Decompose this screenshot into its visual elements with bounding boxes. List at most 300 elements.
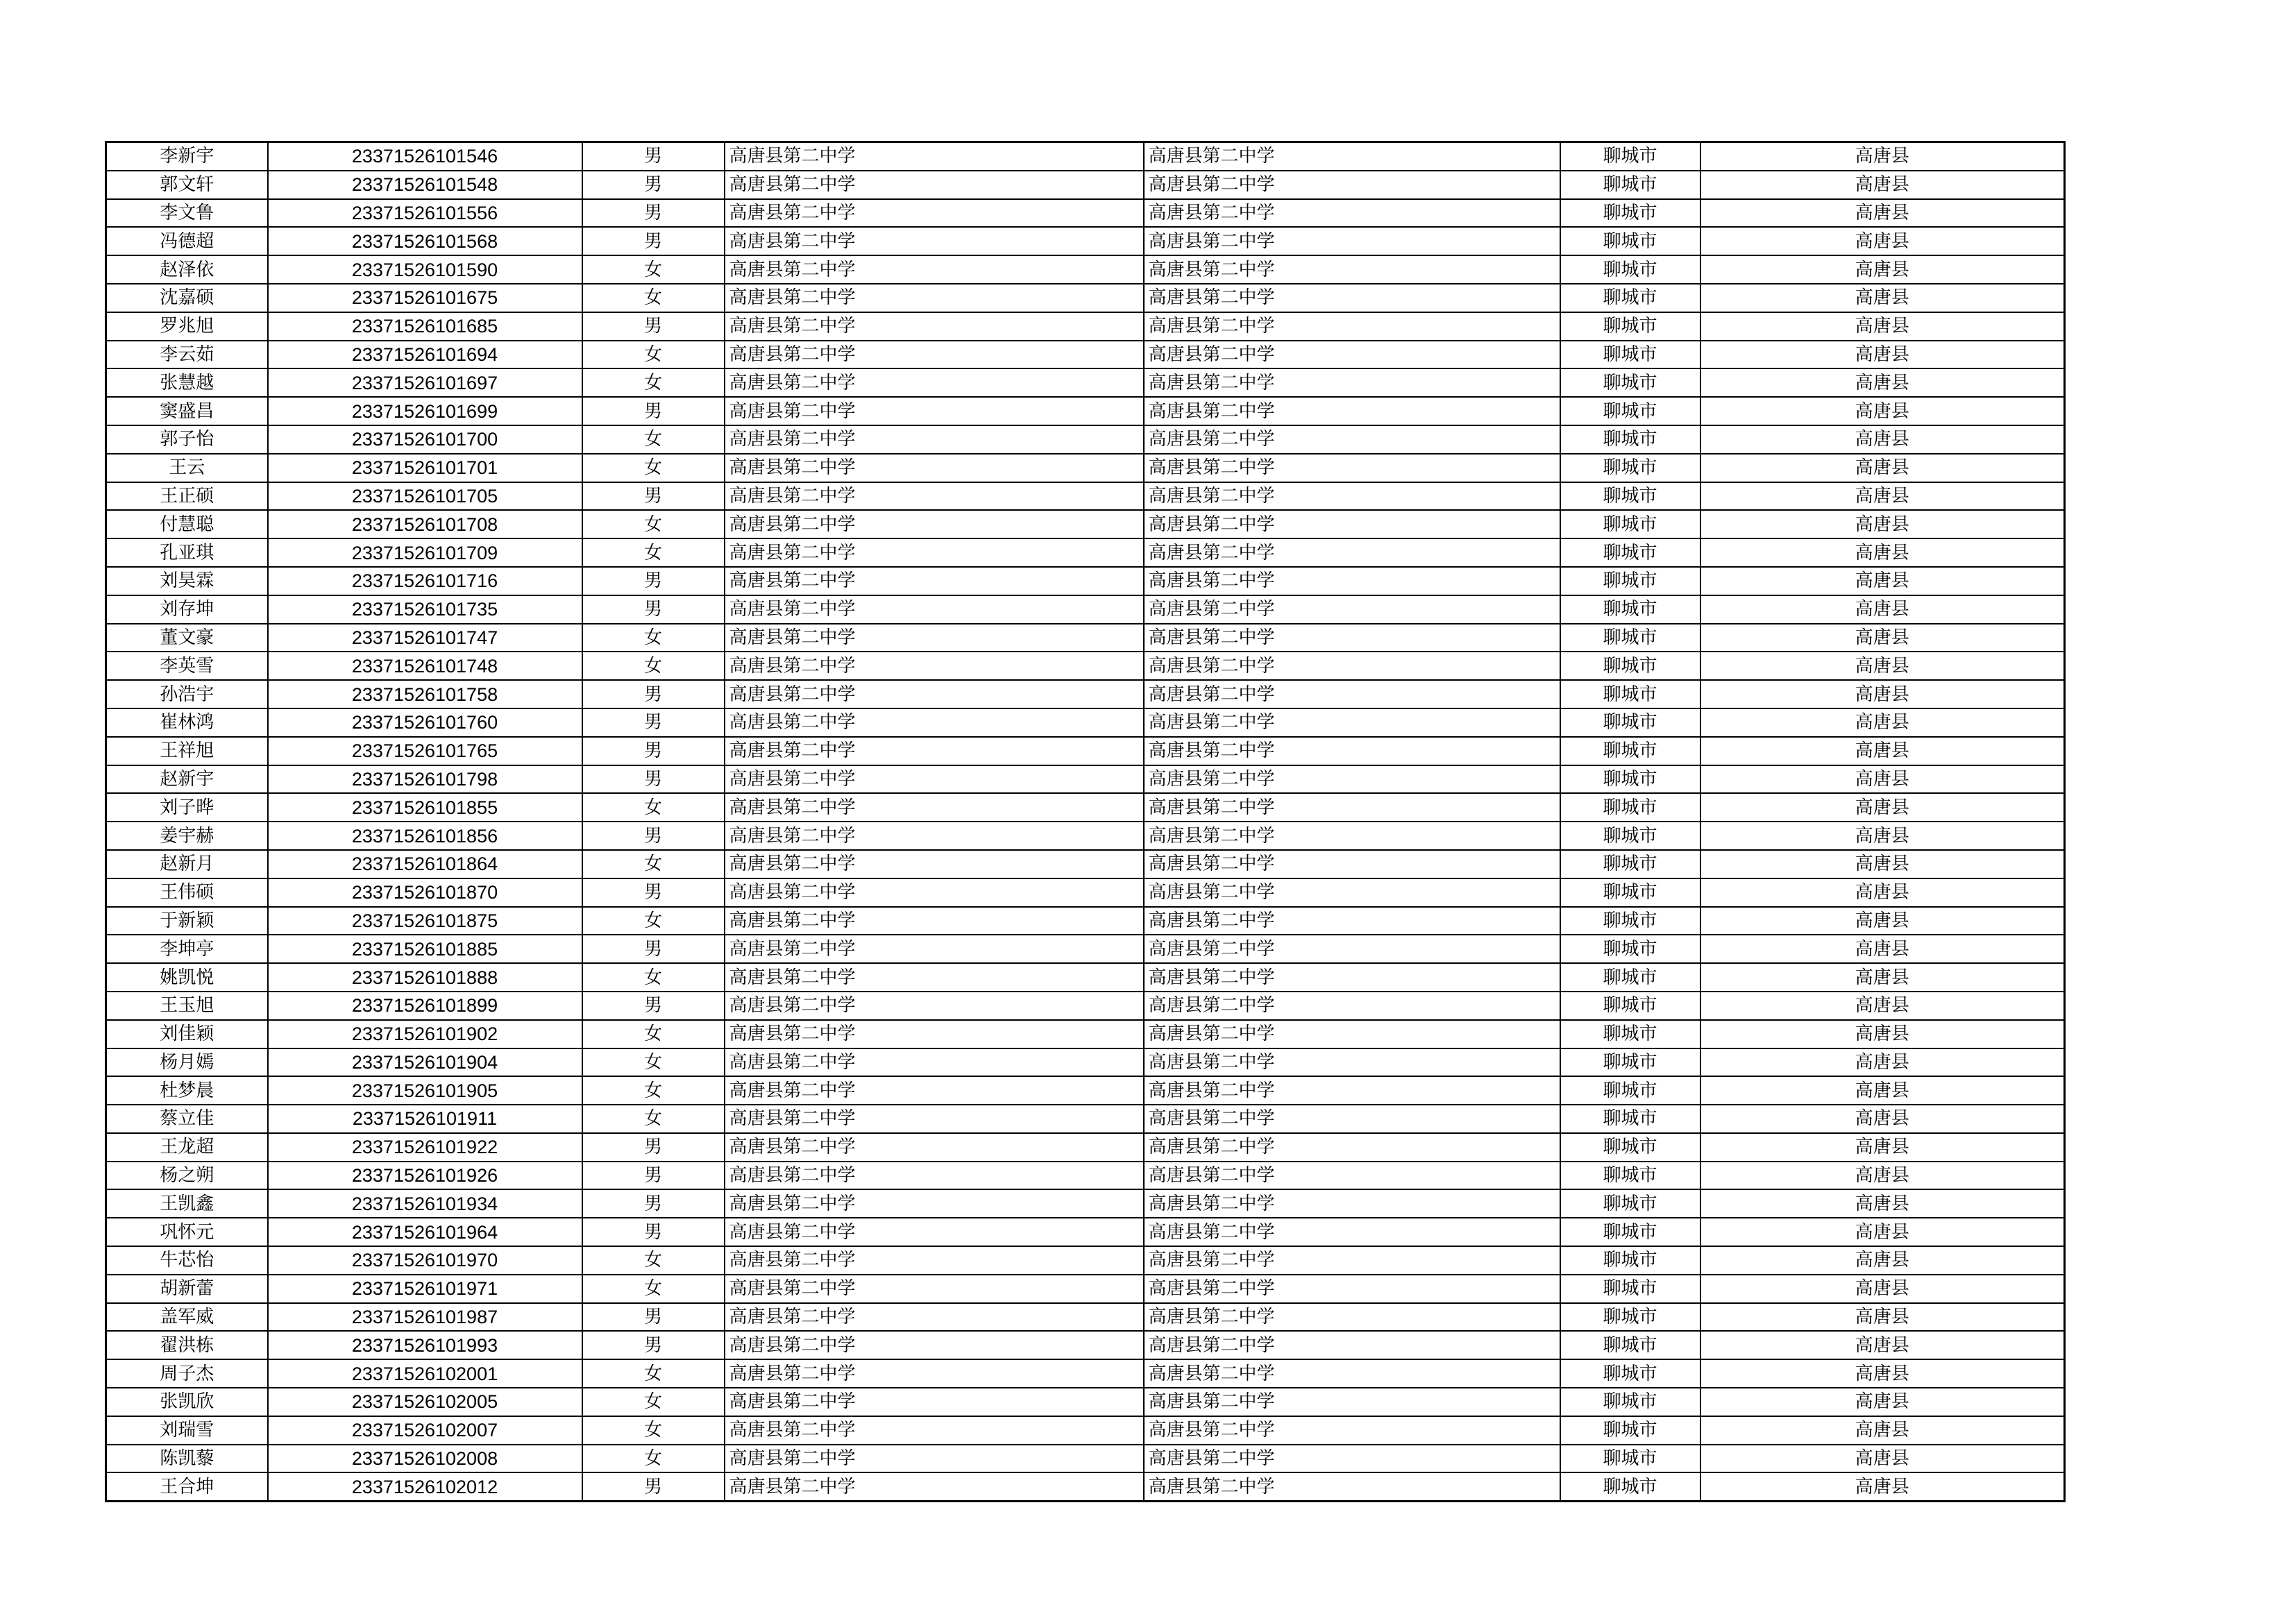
table-row xyxy=(106,963,2065,992)
student-name-cell: 赵新月 xyxy=(106,850,268,878)
county-cell: 高唐县 xyxy=(1700,992,2065,1020)
gender-cell: 男 xyxy=(582,935,725,963)
exam-number-cell: 23371526101548 xyxy=(268,171,582,199)
county-cell: 高唐县 xyxy=(1700,737,2065,765)
table-row xyxy=(106,482,2065,511)
school-cell: 高唐县第二中学 xyxy=(725,1020,1144,1048)
exam-number-cell: 23371526101911 xyxy=(268,1105,582,1133)
city-cell: 聊城市 xyxy=(1560,595,1700,624)
gender-cell: 男 xyxy=(582,142,725,171)
table-row xyxy=(106,992,2065,1020)
county-cell: 高唐县 xyxy=(1700,538,2065,567)
gender-cell: 女 xyxy=(582,1416,725,1445)
county-cell: 高唐县 xyxy=(1700,963,2065,992)
gender-cell: 女 xyxy=(582,963,725,992)
county-cell: 高唐县 xyxy=(1700,652,2065,680)
table-row xyxy=(106,850,2065,878)
gender-cell: 男 xyxy=(582,1472,725,1501)
table-row xyxy=(106,737,2065,765)
table-row xyxy=(106,1359,2065,1388)
gender-cell: 女 xyxy=(582,652,725,680)
school-cell: 高唐县第二中学 xyxy=(725,680,1144,708)
city-cell: 聊城市 xyxy=(1560,1246,1700,1275)
table-row xyxy=(106,822,2065,850)
county-cell: 高唐县 xyxy=(1700,199,2065,228)
school-cell: 高唐县第二中学 xyxy=(725,793,1144,822)
gender-cell: 男 xyxy=(582,1303,725,1332)
table-row xyxy=(106,708,2065,737)
school-cell: 高唐县第二中学 xyxy=(725,368,1144,397)
city-cell: 聊城市 xyxy=(1560,171,1700,199)
school-cell: 高唐县第二中学 xyxy=(725,284,1144,312)
student-name-cell: 付慧聪 xyxy=(106,510,268,538)
exam-number-cell: 23371526101735 xyxy=(268,595,582,624)
student-name-cell: 王云 xyxy=(106,454,268,482)
table-row xyxy=(106,1331,2065,1359)
city-cell: 聊城市 xyxy=(1560,510,1700,538)
student-name-cell: 沈嘉硕 xyxy=(106,284,268,312)
county-cell: 高唐县 xyxy=(1700,1303,2065,1332)
exam-school-cell: 高唐县第二中学 xyxy=(1144,708,1560,737)
exam-school-cell: 高唐县第二中学 xyxy=(1144,284,1560,312)
exam-number-cell: 23371526101765 xyxy=(268,737,582,765)
student-name-cell: 牛芯怡 xyxy=(106,1246,268,1275)
table-row xyxy=(106,1133,2065,1162)
exam-number-cell: 23371526101701 xyxy=(268,454,582,482)
city-cell: 聊城市 xyxy=(1560,425,1700,454)
table-row xyxy=(106,1218,2065,1246)
school-cell: 高唐县第二中学 xyxy=(725,765,1144,794)
county-cell: 高唐县 xyxy=(1700,1416,2065,1445)
table-row xyxy=(106,1388,2065,1416)
gender-cell: 男 xyxy=(582,199,725,228)
school-cell: 高唐县第二中学 xyxy=(725,1133,1144,1162)
table-row xyxy=(106,142,2065,171)
city-cell: 聊城市 xyxy=(1560,567,1700,595)
exam-number-cell: 23371526101748 xyxy=(268,652,582,680)
county-cell: 高唐县 xyxy=(1700,1048,2065,1077)
city-cell: 聊城市 xyxy=(1560,850,1700,878)
gender-cell: 男 xyxy=(582,1189,725,1218)
table-row xyxy=(106,793,2065,822)
student-name-cell: 王龙超 xyxy=(106,1133,268,1162)
gender-cell: 男 xyxy=(582,312,725,341)
exam-number-cell: 23371526101885 xyxy=(268,935,582,963)
student-roster-table xyxy=(105,141,2066,1502)
exam-number-cell: 23371526102007 xyxy=(268,1416,582,1445)
county-cell: 高唐县 xyxy=(1700,397,2065,425)
county-cell: 高唐县 xyxy=(1700,255,2065,284)
exam-school-cell: 高唐县第二中学 xyxy=(1144,963,1560,992)
exam-number-cell: 23371526102005 xyxy=(268,1388,582,1416)
exam-school-cell: 高唐县第二中学 xyxy=(1144,510,1560,538)
student-name-cell: 胡新蕾 xyxy=(106,1275,268,1303)
school-cell: 高唐县第二中学 xyxy=(725,171,1144,199)
city-cell: 聊城市 xyxy=(1560,1359,1700,1388)
table-row xyxy=(106,199,2065,228)
student-name-cell: 王合坤 xyxy=(106,1472,268,1501)
county-cell: 高唐县 xyxy=(1700,1275,2065,1303)
county-cell: 高唐县 xyxy=(1700,142,2065,171)
city-cell: 聊城市 xyxy=(1560,1416,1700,1445)
city-cell: 聊城市 xyxy=(1560,454,1700,482)
gender-cell: 女 xyxy=(582,907,725,935)
city-cell: 聊城市 xyxy=(1560,482,1700,511)
student-name-cell: 冯德超 xyxy=(106,227,268,255)
student-name-cell: 李新宇 xyxy=(106,142,268,171)
exam-school-cell: 高唐县第二中学 xyxy=(1144,1162,1560,1190)
school-cell: 高唐县第二中学 xyxy=(725,312,1144,341)
school-cell: 高唐县第二中学 xyxy=(725,737,1144,765)
gender-cell: 女 xyxy=(582,793,725,822)
county-cell: 高唐县 xyxy=(1700,595,2065,624)
gender-cell: 女 xyxy=(582,1020,725,1048)
student-name-cell: 张凯欣 xyxy=(106,1388,268,1416)
county-cell: 高唐县 xyxy=(1700,1189,2065,1218)
city-cell: 聊城市 xyxy=(1560,1303,1700,1332)
gender-cell: 女 xyxy=(582,1445,725,1473)
gender-cell: 女 xyxy=(582,850,725,878)
city-cell: 聊城市 xyxy=(1560,255,1700,284)
county-cell: 高唐县 xyxy=(1700,935,2065,963)
gender-cell: 男 xyxy=(582,992,725,1020)
student-name-cell: 刘昊霖 xyxy=(106,567,268,595)
city-cell: 聊城市 xyxy=(1560,1388,1700,1416)
county-cell: 高唐县 xyxy=(1700,1218,2065,1246)
city-cell: 聊城市 xyxy=(1560,1105,1700,1133)
table-row xyxy=(106,1189,2065,1218)
gender-cell: 女 xyxy=(582,425,725,454)
exam-school-cell: 高唐县第二中学 xyxy=(1144,1048,1560,1077)
county-cell: 高唐县 xyxy=(1700,1162,2065,1190)
exam-school-cell: 高唐县第二中学 xyxy=(1144,595,1560,624)
gender-cell: 女 xyxy=(582,1275,725,1303)
exam-number-cell: 23371526101694 xyxy=(268,341,582,369)
school-cell: 高唐县第二中学 xyxy=(725,850,1144,878)
student-name-cell: 郭子怡 xyxy=(106,425,268,454)
exam-school-cell: 高唐县第二中学 xyxy=(1144,1445,1560,1473)
county-cell: 高唐县 xyxy=(1700,1020,2065,1048)
student-name-cell: 刘瑞雪 xyxy=(106,1416,268,1445)
city-cell: 聊城市 xyxy=(1560,227,1700,255)
exam-school-cell: 高唐县第二中学 xyxy=(1144,878,1560,907)
student-name-cell: 王祥旭 xyxy=(106,737,268,765)
city-cell: 聊城市 xyxy=(1560,624,1700,652)
student-name-cell: 董文豪 xyxy=(106,624,268,652)
county-cell: 高唐县 xyxy=(1700,793,2065,822)
student-name-cell: 巩怀元 xyxy=(106,1218,268,1246)
gender-cell: 男 xyxy=(582,822,725,850)
exam-number-cell: 23371526101590 xyxy=(268,255,582,284)
student-name-cell: 翟洪栋 xyxy=(106,1331,268,1359)
table-row xyxy=(106,1472,2065,1501)
exam-number-cell: 23371526101675 xyxy=(268,284,582,312)
exam-number-cell: 23371526101855 xyxy=(268,793,582,822)
county-cell: 高唐县 xyxy=(1700,1105,2065,1133)
exam-school-cell: 高唐县第二中学 xyxy=(1144,1189,1560,1218)
exam-number-cell: 23371526101685 xyxy=(268,312,582,341)
school-cell: 高唐县第二中学 xyxy=(725,1472,1144,1501)
exam-school-cell: 高唐县第二中学 xyxy=(1144,368,1560,397)
school-cell: 高唐县第二中学 xyxy=(725,652,1144,680)
student-name-cell: 崔林鸿 xyxy=(106,708,268,737)
student-name-cell: 周子杰 xyxy=(106,1359,268,1388)
exam-school-cell: 高唐县第二中学 xyxy=(1144,1331,1560,1359)
table-row xyxy=(106,1162,2065,1190)
table-row xyxy=(106,1445,2065,1473)
exam-number-cell: 23371526101747 xyxy=(268,624,582,652)
city-cell: 聊城市 xyxy=(1560,397,1700,425)
city-cell: 聊城市 xyxy=(1560,1020,1700,1048)
school-cell: 高唐县第二中学 xyxy=(725,963,1144,992)
table-row xyxy=(106,1048,2065,1077)
school-cell: 高唐县第二中学 xyxy=(725,1105,1144,1133)
exam-school-cell: 高唐县第二中学 xyxy=(1144,1388,1560,1416)
exam-number-cell: 23371526101568 xyxy=(268,227,582,255)
student-name-cell: 李云茹 xyxy=(106,341,268,369)
student-name-cell: 蔡立佳 xyxy=(106,1105,268,1133)
student-name-cell: 王玉旭 xyxy=(106,992,268,1020)
county-cell: 高唐县 xyxy=(1700,482,2065,511)
city-cell: 聊城市 xyxy=(1560,1445,1700,1473)
city-cell: 聊城市 xyxy=(1560,1048,1700,1077)
exam-school-cell: 高唐县第二中学 xyxy=(1144,1076,1560,1105)
exam-school-cell: 高唐县第二中学 xyxy=(1144,793,1560,822)
school-cell: 高唐县第二中学 xyxy=(725,1388,1144,1416)
city-cell: 聊城市 xyxy=(1560,538,1700,567)
exam-school-cell: 高唐县第二中学 xyxy=(1144,538,1560,567)
exam-school-cell: 高唐县第二中学 xyxy=(1144,1472,1560,1501)
student-name-cell: 刘存坤 xyxy=(106,595,268,624)
school-cell: 高唐县第二中学 xyxy=(725,1048,1144,1077)
city-cell: 聊城市 xyxy=(1560,1189,1700,1218)
county-cell: 高唐县 xyxy=(1700,822,2065,850)
county-cell: 高唐县 xyxy=(1700,171,2065,199)
county-cell: 高唐县 xyxy=(1700,1388,2065,1416)
table-row xyxy=(106,538,2065,567)
city-cell: 聊城市 xyxy=(1560,963,1700,992)
gender-cell: 男 xyxy=(582,878,725,907)
exam-number-cell: 23371526102008 xyxy=(268,1445,582,1473)
gender-cell: 男 xyxy=(582,595,725,624)
gender-cell: 女 xyxy=(582,454,725,482)
gender-cell: 女 xyxy=(582,1388,725,1416)
school-cell: 高唐县第二中学 xyxy=(725,907,1144,935)
exam-number-cell: 23371526101556 xyxy=(268,199,582,228)
county-cell: 高唐县 xyxy=(1700,708,2065,737)
table-row xyxy=(106,425,2065,454)
county-cell: 高唐县 xyxy=(1700,312,2065,341)
county-cell: 高唐县 xyxy=(1700,1359,2065,1388)
student-name-cell: 杨月嫣 xyxy=(106,1048,268,1077)
exam-school-cell: 高唐县第二中学 xyxy=(1144,199,1560,228)
student-name-cell: 王伟硕 xyxy=(106,878,268,907)
table-row xyxy=(106,397,2065,425)
exam-school-cell: 高唐县第二中学 xyxy=(1144,341,1560,369)
gender-cell: 女 xyxy=(582,1076,725,1105)
table-row xyxy=(106,1246,2065,1275)
exam-school-cell: 高唐县第二中学 xyxy=(1144,992,1560,1020)
exam-school-cell: 高唐县第二中学 xyxy=(1144,227,1560,255)
exam-school-cell: 高唐县第二中学 xyxy=(1144,171,1560,199)
exam-number-cell: 23371526101856 xyxy=(268,822,582,850)
city-cell: 聊城市 xyxy=(1560,1331,1700,1359)
student-name-cell: 李英雪 xyxy=(106,652,268,680)
exam-school-cell: 高唐县第二中学 xyxy=(1144,1246,1560,1275)
school-cell: 高唐县第二中学 xyxy=(725,397,1144,425)
student-name-cell: 姚凯悦 xyxy=(106,963,268,992)
exam-school-cell: 高唐县第二中学 xyxy=(1144,624,1560,652)
table-row xyxy=(106,312,2065,341)
gender-cell: 男 xyxy=(582,680,725,708)
county-cell: 高唐县 xyxy=(1700,567,2065,595)
exam-school-cell: 高唐县第二中学 xyxy=(1144,1275,1560,1303)
city-cell: 聊城市 xyxy=(1560,142,1700,171)
school-cell: 高唐县第二中学 xyxy=(725,1076,1144,1105)
exam-number-cell: 23371526101546 xyxy=(268,142,582,171)
county-cell: 高唐县 xyxy=(1700,624,2065,652)
exam-school-cell: 高唐县第二中学 xyxy=(1144,482,1560,511)
gender-cell: 男 xyxy=(582,567,725,595)
exam-number-cell: 23371526101993 xyxy=(268,1331,582,1359)
gender-cell: 男 xyxy=(582,227,725,255)
county-cell: 高唐县 xyxy=(1700,284,2065,312)
city-cell: 聊城市 xyxy=(1560,680,1700,708)
exam-number-cell: 23371526101700 xyxy=(268,425,582,454)
city-cell: 聊城市 xyxy=(1560,935,1700,963)
gender-cell: 女 xyxy=(582,284,725,312)
school-cell: 高唐县第二中学 xyxy=(725,1445,1144,1473)
exam-school-cell: 高唐县第二中学 xyxy=(1144,255,1560,284)
school-cell: 高唐县第二中学 xyxy=(725,1331,1144,1359)
school-cell: 高唐县第二中学 xyxy=(725,199,1144,228)
table-row xyxy=(106,878,2065,907)
county-cell: 高唐县 xyxy=(1700,680,2065,708)
exam-number-cell: 23371526101697 xyxy=(268,368,582,397)
table-row xyxy=(106,1020,2065,1048)
table-row xyxy=(106,255,2065,284)
city-cell: 聊城市 xyxy=(1560,822,1700,850)
city-cell: 聊城市 xyxy=(1560,1472,1700,1501)
school-cell: 高唐县第二中学 xyxy=(725,992,1144,1020)
city-cell: 聊城市 xyxy=(1560,793,1700,822)
county-cell: 高唐县 xyxy=(1700,1246,2065,1275)
exam-number-cell: 23371526101964 xyxy=(268,1218,582,1246)
table-row xyxy=(106,284,2065,312)
school-cell: 高唐县第二中学 xyxy=(725,1303,1144,1332)
student-name-cell: 罗兆旭 xyxy=(106,312,268,341)
student-name-cell: 李坤亭 xyxy=(106,935,268,963)
school-cell: 高唐县第二中学 xyxy=(725,708,1144,737)
school-cell: 高唐县第二中学 xyxy=(725,227,1144,255)
exam-school-cell: 高唐县第二中学 xyxy=(1144,142,1560,171)
school-cell: 高唐县第二中学 xyxy=(725,1246,1144,1275)
student-name-cell: 李文鲁 xyxy=(106,199,268,228)
city-cell: 聊城市 xyxy=(1560,907,1700,935)
exam-school-cell: 高唐县第二中学 xyxy=(1144,652,1560,680)
exam-number-cell: 23371526101902 xyxy=(268,1020,582,1048)
exam-school-cell: 高唐县第二中学 xyxy=(1144,737,1560,765)
school-cell: 高唐县第二中学 xyxy=(725,1189,1144,1218)
exam-number-cell: 23371526101864 xyxy=(268,850,582,878)
city-cell: 聊城市 xyxy=(1560,878,1700,907)
city-cell: 聊城市 xyxy=(1560,737,1700,765)
table-row xyxy=(106,680,2065,708)
gender-cell: 男 xyxy=(582,171,725,199)
table-row xyxy=(106,567,2065,595)
gender-cell: 男 xyxy=(582,1331,725,1359)
gender-cell: 女 xyxy=(582,538,725,567)
exam-number-cell: 23371526101709 xyxy=(268,538,582,567)
exam-school-cell: 高唐县第二中学 xyxy=(1144,1303,1560,1332)
city-cell: 聊城市 xyxy=(1560,708,1700,737)
gender-cell: 男 xyxy=(582,1218,725,1246)
city-cell: 聊城市 xyxy=(1560,284,1700,312)
table-row xyxy=(106,510,2065,538)
exam-school-cell: 高唐县第二中学 xyxy=(1144,907,1560,935)
exam-number-cell: 23371526101905 xyxy=(268,1076,582,1105)
student-name-cell: 刘子晔 xyxy=(106,793,268,822)
exam-number-cell: 23371526101758 xyxy=(268,680,582,708)
exam-number-cell: 23371526101926 xyxy=(268,1162,582,1190)
gender-cell: 男 xyxy=(582,765,725,794)
exam-school-cell: 高唐县第二中学 xyxy=(1144,822,1560,850)
county-cell: 高唐县 xyxy=(1700,1331,2065,1359)
gender-cell: 女 xyxy=(582,1048,725,1077)
exam-number-cell: 23371526101760 xyxy=(268,708,582,737)
exam-school-cell: 高唐县第二中学 xyxy=(1144,765,1560,794)
student-name-cell: 赵泽依 xyxy=(106,255,268,284)
school-cell: 高唐县第二中学 xyxy=(725,878,1144,907)
student-name-cell: 陈凯藜 xyxy=(106,1445,268,1473)
city-cell: 聊城市 xyxy=(1560,312,1700,341)
school-cell: 高唐县第二中学 xyxy=(725,1416,1144,1445)
school-cell: 高唐县第二中学 xyxy=(725,1275,1144,1303)
student-name-cell: 盖军威 xyxy=(106,1303,268,1332)
student-name-cell: 王凯鑫 xyxy=(106,1189,268,1218)
table-row xyxy=(106,652,2065,680)
school-cell: 高唐县第二中学 xyxy=(725,822,1144,850)
gender-cell: 女 xyxy=(582,341,725,369)
county-cell: 高唐县 xyxy=(1700,765,2065,794)
county-cell: 高唐县 xyxy=(1700,425,2065,454)
gender-cell: 女 xyxy=(582,624,725,652)
school-cell: 高唐县第二中学 xyxy=(725,482,1144,511)
county-cell: 高唐县 xyxy=(1700,850,2065,878)
table-row xyxy=(106,1076,2065,1105)
exam-school-cell: 高唐县第二中学 xyxy=(1144,935,1560,963)
county-cell: 高唐县 xyxy=(1700,454,2065,482)
gender-cell: 男 xyxy=(582,737,725,765)
roster-body xyxy=(106,142,2065,1502)
table-row xyxy=(106,765,2065,794)
student-name-cell: 郭文轩 xyxy=(106,171,268,199)
school-cell: 高唐县第二中学 xyxy=(725,341,1144,369)
table-row xyxy=(106,624,2065,652)
table-row xyxy=(106,595,2065,624)
exam-number-cell: 23371526101987 xyxy=(268,1303,582,1332)
city-cell: 聊城市 xyxy=(1560,1162,1700,1190)
student-name-cell: 杨之朔 xyxy=(106,1162,268,1190)
student-name-cell: 于新颖 xyxy=(106,907,268,935)
exam-school-cell: 高唐县第二中学 xyxy=(1144,680,1560,708)
table-row xyxy=(106,1105,2065,1133)
school-cell: 高唐县第二中学 xyxy=(725,567,1144,595)
exam-number-cell: 23371526101870 xyxy=(268,878,582,907)
county-cell: 高唐县 xyxy=(1700,1076,2065,1105)
city-cell: 聊城市 xyxy=(1560,1133,1700,1162)
county-cell: 高唐县 xyxy=(1700,1133,2065,1162)
